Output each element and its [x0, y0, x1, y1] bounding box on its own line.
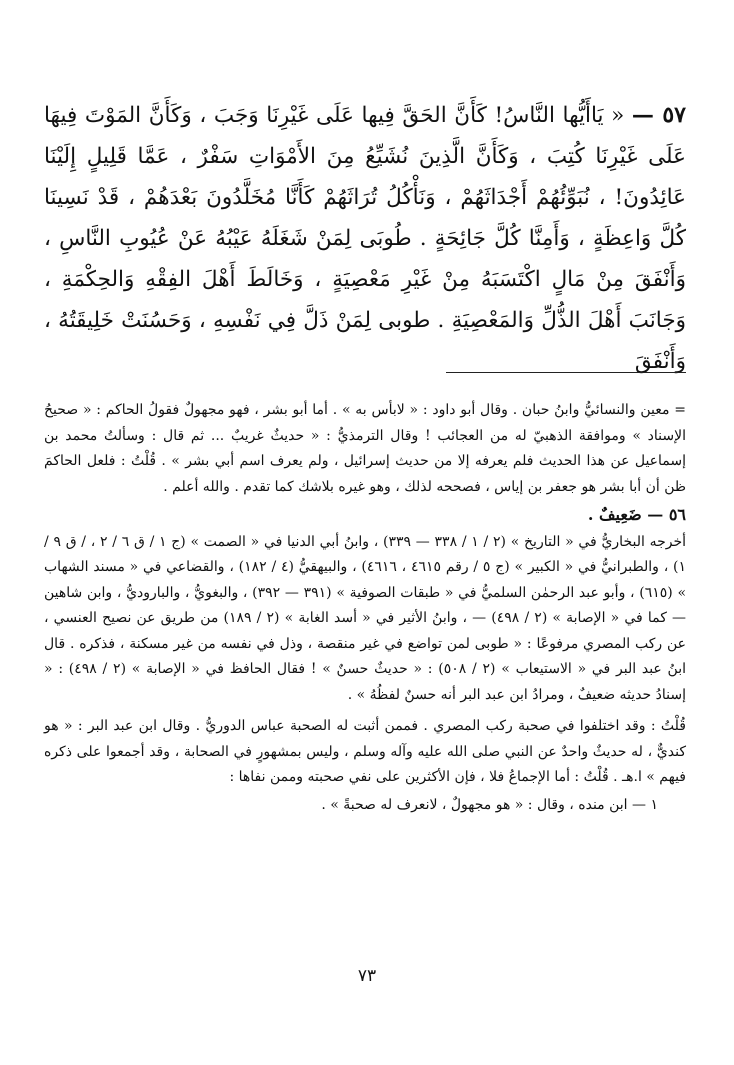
hadith-text-block — [44, 95, 686, 382]
footnote-separator — [446, 372, 686, 373]
hadith-body: « يَاأَيُّها النَّاسُ! كَأَنَّ الحَقَّ فِيها عَلَى غَيْرِنَا وَجَبَ ، وَكَأَنَّ المَوْتَ فِيهَا عَلَى غَيْرِنَا كُتِبَ ، وَكَأَنَّ الَّذِينَ نُشَيِّعُ مِنَ الأَمْوَاتِ سَفْرٌ ، عَمَّا قَلِيلٍ إِلَيْنَا عَائِدُونَ! ، نُبَوِّئُهُمْ أَجْدَاثَهُمْ ، وَنَأْكُلُ تُرَاثَهُمْ كَأَنَّا مُخَلَّدُونَ بَعْدَهُمْ ، قَدْ نَسِينَا كُلَّ وَاعِظَةٍ ، وَأَمِنَّا كُلَّ جَائِحَةٍ . طُوبَى لِمَنْ شَغَلَهُ عَيْبُهُ عَنْ عُيُوبِ النَّاسِ ، وَأَنْفَقَ مِنْ مَالٍ اكْتَسَبَهُ مِنْ غَيْرِ مَعْصِيَةٍ ، وَخَالَطَ أَهْلَ الفِقْهِ وَالحِكْمَةِ ، وَجَانَبَ أَهْلَ الذُّلِّ وَالمَعْصِيَةِ . طوبى لِمَنْ ذَلَّ فِي نَفْسِهِ ، وَحَسُنَتْ خَلِيقَتُهُ ، وَأَنْفَقَ — [44, 103, 686, 374]
hadith-number: ٥٧ — — [631, 102, 686, 128]
footnotes-section — [44, 398, 686, 818]
footnote-paragraph-takhrij: أخرجه البخاريُّ في « التاريخ » (٢ / ١ / ٣٣٨ — ٣٣٩) ، وابنُ أبي الدنيا في « الصمت » (ج ١ / ق ٦ / ٢ ، / ق ٩ / ١) ، والطبرانيُّ في « الكبير » (ج ٥ / رقم ٤٦١٥ ، ٤٦١٦) ، والبيهقيُّ (٤ / ١٨٢) ، والقضاعي في « مسند الشهاب » (٦١٥) ، وأبو عبد الرحمٰن السلميُّ في « طبقات الصوفية » (٣٩١ — ٣٩٢) ، والبغويُّ ، والباروديُّ ، وابن شاهين — كما في « الإصابة » (٢ / ٤٩٨) — ، وابنُ الأثير في « أسد الغابة » (٢ / ١٨٩) من طريق عن نصيح العنسي ، عن ركب المصري مرفوعًا : « طوبى لمن تواضع في غير منقصة ، وذل في نفسه من غير مسكنة ، فذكره . قال ابنُ عبد البر في « الاستيعاب » (٢ / ٥٠٨) : « حديثٌ حسنٌ » ! فقال الحافظ في « الإصابة » (٢ / ٤٩٨) : « إسنادُ حديثه ضعيفٌ ، ومرادُ ابن عبد البر أنه حسنٌ لفظُهُ » . — [44, 533, 687, 703]
footnote-continuation: = معين والنسائيُّ وابنُ حبان . وقال أبو داود : « لابأس به » . أما أبو بشر ، فهو مجهولٌ فقولُ الحاكم : « صحيحُ الإسناد » وموافقة الذهبيّ له من العجائب ! وقال الترمذيُّ : « حديثٌ غريبٌ ... ثم قال : وسألتُ محمد بن إسماعيل عن هذا الحديث فلم يعرفه إلا من حديث إسرائيل ، ولم يعرف اسم أبي بشر » . قُلْتُ : فلعل الحاكمَ ظن أن أبا بشر هو جعفر بن إياس ، فصححه لذلك ، وهو غيره بلاشك كما تقدم . والله أعلم . — [44, 402, 686, 495]
footnote-heading: ٥٦ — ضَعِيفٌ . — [587, 505, 686, 524]
footnote-list-item: ١ — ابن منده ، وقال : « هو مجهولٌ ، لانعرف له صحبةً » . — [321, 796, 658, 813]
footnote-paragraph-comment: قُلْتُ : وقد اختلفوا في صحبة ركب المصري . فممن أثبت له الصحبة عباس الدوريُّ . وقال ابن عبد البر : « هو كنديٌّ ، له حديثٌ واحدٌ عن النبي صلى الله عليه وآله وسلم ، وليس بمشهورٍ في الصحابة ، وقد أجمعوا على ذكره فيهم » ا.هـ . قُلْتُ : أما الإجماعُ فلا ، فإن الأكثرين على نفي صحبته وممن نفاها : — [44, 718, 686, 785]
page-number: ٧٣ — [357, 966, 377, 986]
